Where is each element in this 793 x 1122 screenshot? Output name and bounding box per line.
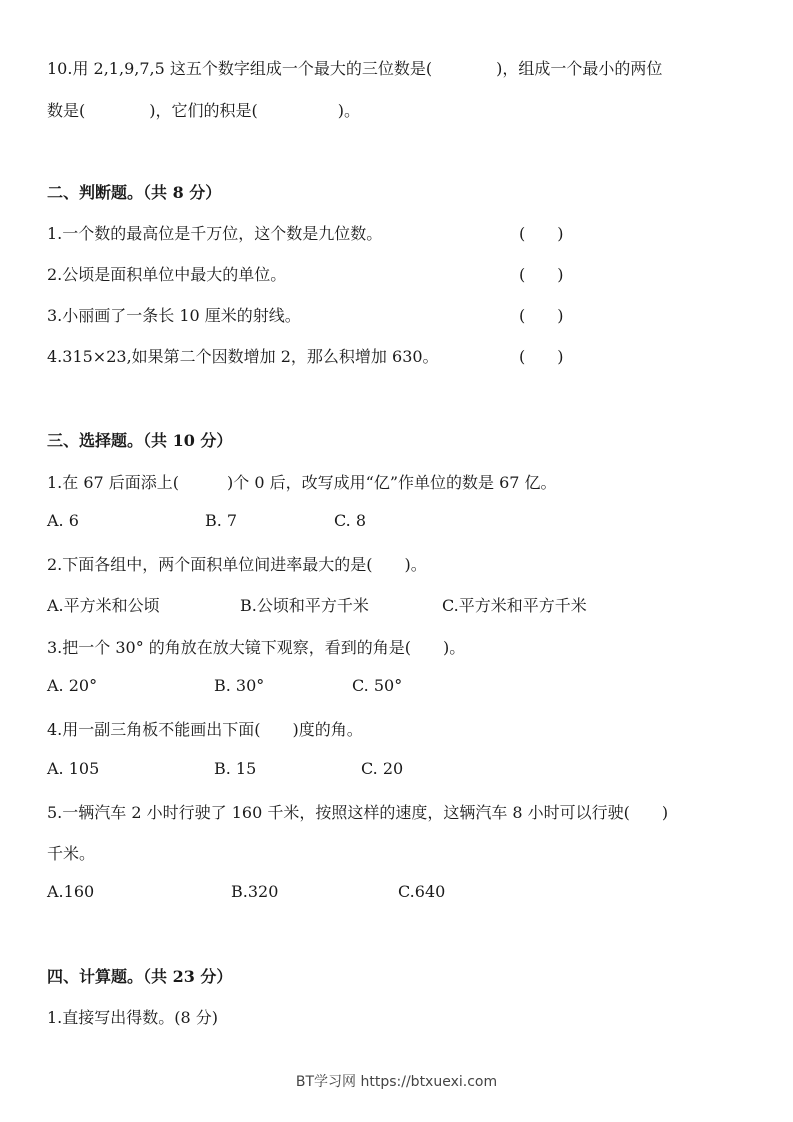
judge-item-2-paren: ( ) <box>519 265 564 284</box>
choice-q5-line2: 千米。 <box>47 844 96 863</box>
choice-q5-line1: 5.一辆汽车 2 小时行驶了 160 千米，按照这样的速度，这辆汽车 8 小时可以行驶( ) <box>47 803 669 822</box>
judge-item-4-paren: ( ) <box>519 347 564 366</box>
choice-heading: 三、选择题。（共 10 分） <box>47 431 233 450</box>
judge-item-1-paren: ( ) <box>519 224 564 243</box>
choice-q1-option-a: A. 6 <box>47 511 79 530</box>
choice-q3: 3.把一个 30° 的角放在放大镜下观察，看到的角是( )。 <box>47 638 466 657</box>
choice-q3-option-c: C. 50° <box>352 676 403 695</box>
judge-item-2: 2.公顷是面积单位中最大的单位。 <box>47 265 287 284</box>
q10-line2: 数是( )，它们的积是( )。 <box>47 101 360 120</box>
judge-item-3-paren: ( ) <box>519 306 564 325</box>
choice-q5-option-b: B.320 <box>231 882 279 901</box>
judge-item-3: 3.小丽画了一条长 10 厘米的射线。 <box>47 306 301 325</box>
calc-q1: 1.直接写出得数。(8 分) <box>47 1008 219 1027</box>
judge-heading: 二、判断题。（共 8 分） <box>47 183 222 202</box>
choice-q1: 1.在 67 后面添上( )个 0 后，改写成用“亿”作单位的数是 67 亿。 <box>47 473 557 492</box>
choice-q4-option-c: C. 20 <box>361 759 404 778</box>
choice-q5-option-a: A.160 <box>47 882 95 901</box>
choice-q5-option-c: C.640 <box>398 882 446 901</box>
footer-watermark: BT学习网 https://btxuexi.com <box>295 1074 498 1090</box>
choice-q4-option-b: B. 15 <box>214 759 257 778</box>
choice-q3-option-a: A. 20° <box>47 676 98 695</box>
choice-q1-option-b: B. 7 <box>205 511 238 530</box>
choice-q2: 2.下面各组中，两个面积单位间进率最大的是( )。 <box>47 555 427 574</box>
choice-q2-option-c: C.平方米和平方千米 <box>442 596 587 615</box>
choice-q2-option-b: B.公顷和平方千米 <box>240 596 369 615</box>
choice-q2-option-a: A.平方米和公顷 <box>47 596 160 615</box>
judge-item-4: 4.315×23,如果第二个因数增加 2，那么积增加 630。 <box>47 347 439 366</box>
q10-line1: 10.用 2,1,9,7,5 这五个数字组成一个最大的三位数是( )，组成一个最小的两位 <box>47 59 663 78</box>
judge-item-1: 1.一个数的最高位是千万位，这个数是九位数。 <box>47 224 383 243</box>
calc-heading: 四、计算题。（共 23 分） <box>47 967 233 986</box>
choice-q4-option-a: A. 105 <box>47 759 100 778</box>
choice-q4: 4.用一副三角板不能画出下面( )度的角。 <box>47 720 363 739</box>
choice-q3-option-b: B. 30° <box>214 676 265 695</box>
choice-q1-option-c: C. 8 <box>334 511 367 530</box>
